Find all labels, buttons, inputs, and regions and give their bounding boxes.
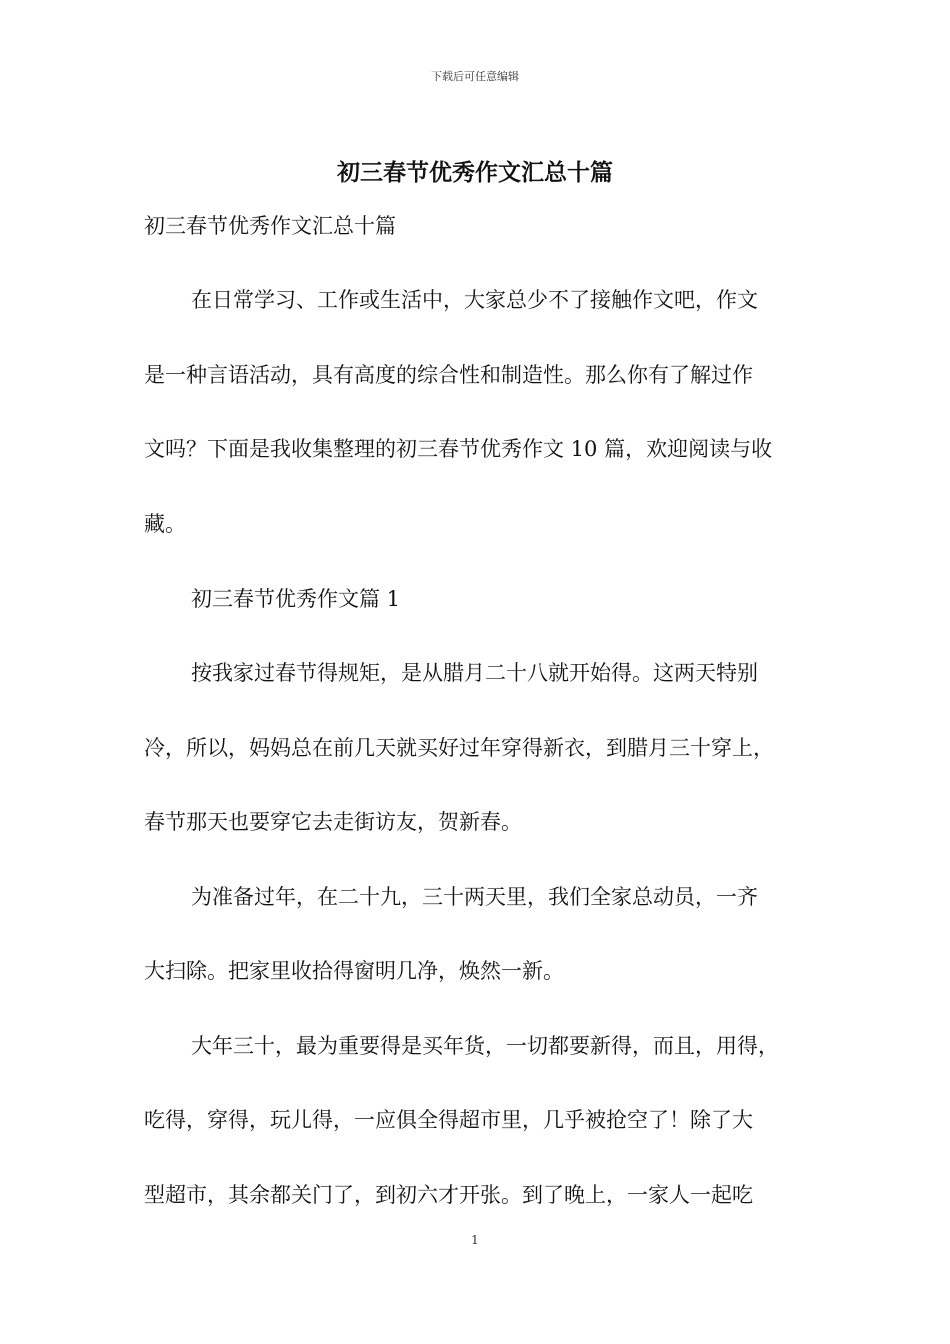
section-heading: 初三春节优秀作文篇 1	[191, 587, 401, 611]
subtitle-line: 初三春节优秀作文汇总十篇	[144, 214, 396, 238]
paragraph-line: 是一种言语活动，具有高度的综合性和制造性。那么你有了解过作	[144, 363, 753, 387]
paragraph-line: 大年三十，最为重要得是买年货，一切都要新得，而且，用得，	[191, 1034, 779, 1058]
paragraph-line: 春节那天也要穿它去走街访友，贺新春。	[144, 810, 522, 834]
paragraph-line: 型超市，其余都关门了，到初六才开张。到了晚上，一家人一起吃	[144, 1183, 753, 1207]
paragraph-line: 按我家过春节得规矩，是从腊月二十八就开始得。这两天特别	[191, 661, 758, 685]
paragraph-line: 冷，所以，妈妈总在前几天就买好过年穿得新衣，到腊月三十穿上，	[144, 736, 774, 760]
paragraph-line: 为准备过年，在二十九，三十两天里，我们全家总动员，一齐	[191, 885, 758, 909]
paragraph-line: 吃得，穿得，玩儿得，一应俱全得超市里，几乎被抢空了！除了大	[144, 1108, 753, 1132]
paragraph-line: 文吗？下面是我收集整理的初三春节优秀作文 10 篇，欢迎阅读与收	[144, 437, 773, 461]
paragraph-line: 藏。	[144, 512, 186, 536]
paragraph-line: 大扫除。把家里收拾得窗明几净，焕然一新。	[144, 959, 564, 983]
page-number: 1	[471, 1233, 479, 1247]
header-note: 下载后可任意编辑	[431, 70, 519, 83]
document-title: 初三春节优秀作文汇总十篇	[337, 159, 613, 186]
paragraph-line: 在日常学习、工作或生活中，大家总少不了接触作文吧，作文	[191, 288, 758, 312]
